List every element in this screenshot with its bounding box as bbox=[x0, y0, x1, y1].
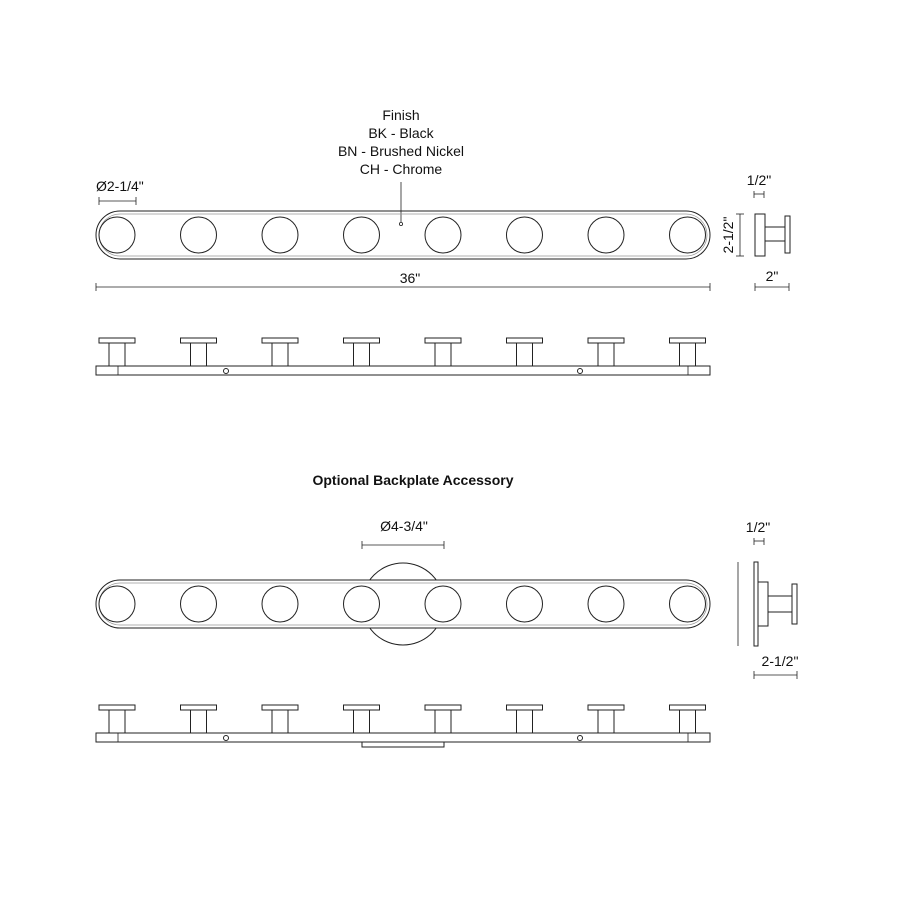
front-knob-3 bbox=[262, 217, 298, 253]
accessory-mounting-screw-right bbox=[578, 736, 583, 741]
plan-peg-2 bbox=[181, 338, 217, 366]
plan-peg-8 bbox=[670, 338, 706, 366]
front-knob-1 bbox=[99, 217, 135, 253]
front-knob-2 bbox=[181, 217, 217, 253]
knob-diameter-label: Ø2-1/4" bbox=[96, 178, 144, 194]
accessory-plan-peg-8 bbox=[670, 705, 706, 733]
side-view-profile bbox=[755, 214, 790, 256]
side-height-label: 2-1/2" bbox=[720, 216, 736, 254]
peg-row-top bbox=[99, 338, 706, 366]
accessory-side-depth-dimension bbox=[754, 538, 764, 545]
accessory-plan-peg-6 bbox=[507, 705, 543, 733]
finish-title: Finish bbox=[382, 107, 420, 123]
plan-peg-3 bbox=[262, 338, 298, 366]
peg-row-accessory bbox=[99, 705, 706, 733]
finish-option-ch: CH - Chrome bbox=[359, 161, 443, 177]
accessory-side-depth-label: 1/2" bbox=[745, 519, 771, 535]
accessory-plan-peg-4 bbox=[344, 705, 380, 733]
finish-leader-dot bbox=[399, 222, 402, 225]
front-knob-8 bbox=[670, 217, 706, 253]
side-depth-label: 1/2" bbox=[746, 172, 772, 188]
rail-accessory-plan-view bbox=[96, 733, 710, 742]
plan-peg-1 bbox=[99, 338, 135, 366]
side-depth-dimension bbox=[754, 191, 764, 198]
knob-row-top bbox=[99, 217, 706, 253]
front-knob-6 bbox=[507, 217, 543, 253]
accessory-plan-peg-5 bbox=[425, 705, 461, 733]
mounting-screw-left bbox=[224, 369, 229, 374]
side-height-dimension bbox=[736, 214, 744, 256]
plan-peg-4 bbox=[344, 338, 380, 366]
plan-peg-7 bbox=[588, 338, 624, 366]
plan-peg-6 bbox=[507, 338, 543, 366]
plan-peg-5 bbox=[425, 338, 461, 366]
backplate-diameter-label: Ø4-3/4" bbox=[380, 518, 428, 534]
mounting-screw-right bbox=[578, 369, 583, 374]
rail-accessory-front-view bbox=[96, 580, 710, 628]
accessory-plan-peg-7 bbox=[588, 705, 624, 733]
backplate-diameter-dimension bbox=[362, 541, 444, 549]
accessory-side-width-dimension bbox=[754, 671, 797, 679]
accessory-plan-peg-1 bbox=[99, 705, 135, 733]
front-knob-7 bbox=[588, 217, 624, 253]
front-knob-4 bbox=[344, 217, 380, 253]
accessory-title: Optional Backplate Accessory bbox=[312, 472, 514, 488]
rail-front-view bbox=[96, 211, 710, 259]
finish-option-bk: BK - Black bbox=[368, 125, 434, 141]
backplate-plan-view bbox=[362, 742, 444, 747]
overall-length-label: 36" bbox=[399, 270, 421, 286]
accessory-mounting-screw-left bbox=[224, 736, 229, 741]
accessory-plan-peg-2 bbox=[181, 705, 217, 733]
rail-plan-view bbox=[96, 366, 710, 375]
knob-diameter-dimension bbox=[99, 197, 136, 205]
front-knob-5 bbox=[425, 217, 461, 253]
side-width-dimension bbox=[755, 283, 789, 291]
finish-option-bn: BN - Brushed Nickel bbox=[337, 143, 465, 159]
side-width-label: 2" bbox=[765, 268, 779, 284]
accessory-side-view-profile bbox=[754, 562, 797, 646]
accessory-side-width-label: 2-1/2" bbox=[761, 653, 799, 669]
accessory-plan-peg-3 bbox=[262, 705, 298, 733]
